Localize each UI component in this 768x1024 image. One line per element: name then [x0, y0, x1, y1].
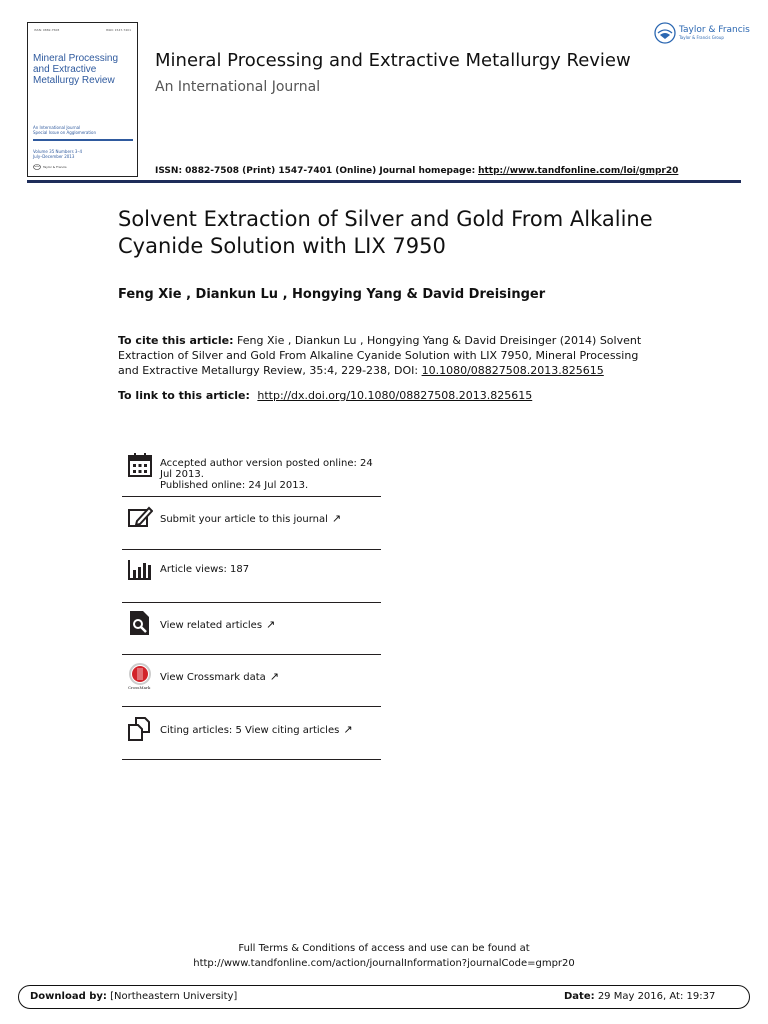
citation-label: To cite this article:: [118, 334, 234, 347]
header-divider: [27, 180, 741, 183]
edit-icon: [127, 505, 153, 531]
external-link-icon: ↗: [269, 670, 280, 683]
cover-volume-line: Volume 35 Numbers 3–4: [33, 149, 83, 154]
cover-subtitle: [33, 125, 96, 135]
external-link-icon: ↗: [266, 618, 276, 631]
article-views-row: [122, 557, 381, 583]
citing-articles-icon: [127, 716, 153, 742]
publication-dates: [122, 452, 381, 491]
journal-cover-thumbnail: [27, 22, 138, 177]
cover-date: July–December 2013: [33, 154, 75, 159]
download-date-label: Date:: [564, 991, 595, 1002]
panel-divider: [122, 602, 381, 603]
terms-line-1: Full Terms & Conditions of access and use can be found at: [238, 943, 530, 954]
download-date: [564, 991, 715, 1002]
cover-subtitle-line: An International Journal: [33, 125, 81, 130]
calendar-icon: [127, 452, 153, 478]
citation-text: Feng Xie , Diankun Lu , Hongying Yang & David Dreisinger (2014) Solvent Extraction of Silver and Gold From Alkaline Cyanide Solution with LIX 7950, Mineral Processing and Extractive Metallurgy Review, 35:4, 229-238, DOI:: [118, 334, 642, 377]
document-search-icon: [127, 610, 153, 636]
issn-line: [155, 166, 678, 176]
taylor-francis-logo-icon: [654, 22, 676, 44]
related-articles-row[interactable]: [122, 610, 381, 636]
published-date: Published online: 24 Jul 2013.: [160, 480, 309, 491]
citation-block: [118, 333, 658, 378]
download-by-label: Download by:: [30, 991, 107, 1002]
cover-issn-online: ISSN: 1547-7401: [105, 28, 131, 32]
publisher-logo-name: Taylor & Francis: [679, 25, 750, 35]
doi-link[interactable]: 10.1080/08827508.2013.825615: [421, 364, 604, 377]
download-date-value: 29 May 2016, At: 19:37: [597, 991, 716, 1002]
cover-issn-print: ISSN: 0882-7508: [34, 28, 60, 32]
publisher-logo[interactable]: [654, 22, 750, 44]
download-by: [30, 991, 237, 1002]
crossmark-link[interactable]: View Crossmark data: [160, 672, 266, 683]
issn-text: ISSN: 0882-7508 (Print) 1547-7401 (Online) Journal homepage:: [155, 166, 476, 176]
submit-article-link[interactable]: Submit your article to this journal: [160, 514, 328, 525]
article-link-label: To link to this article:: [118, 389, 250, 402]
crossmark-logo-text: CrossMark: [128, 685, 151, 690]
article-views: Article views: 187: [160, 564, 250, 575]
cover-title: Mineral Processing and Extractive Metallurgy Review: [33, 53, 119, 86]
journal-homepage-link[interactable]: http://www.tandfonline.com/loi/gmpr20: [478, 166, 679, 176]
journal-subtitle: An International Journal: [155, 79, 321, 95]
panel-divider: [122, 654, 381, 655]
panel-divider: [122, 496, 381, 497]
article-authors: Feng Xie , Diankun Lu , Hongying Yang & David Dreisinger: [118, 287, 546, 302]
external-link-icon: ↗: [331, 512, 342, 525]
article-link-url[interactable]: http://dx.doi.org/10.1080/08827508.2013.825615: [257, 389, 533, 402]
external-link-icon: ↗: [343, 723, 353, 736]
cover-volume: [33, 149, 82, 159]
submit-article-row[interactable]: [122, 505, 381, 531]
cover-publisher-icon: [33, 164, 41, 170]
download-by-value: [Northeastern University]: [110, 991, 238, 1002]
terms-link[interactable]: http://www.tandfonline.com/action/journalInformation?journalCode=gmpr20: [193, 958, 575, 969]
article-link-line: [118, 389, 532, 402]
article-title: Solvent Extraction of Silver and Gold From Alkaline Cyanide Solution with LIX 7950: [118, 207, 653, 258]
related-articles-link[interactable]: View related articles: [160, 620, 263, 631]
panel-divider: [122, 706, 381, 707]
panel-divider: [122, 549, 381, 550]
crossmark-row[interactable]: [122, 663, 381, 689]
cover-special-issue: Special Issue on Agglomeration: [33, 130, 97, 135]
citing-articles-link[interactable]: Citing articles: 5 View citing articles: [160, 725, 340, 736]
cover-publisher-name: Taylor & Francis: [43, 165, 67, 169]
cover-divider: [33, 139, 133, 141]
accepted-date: Accepted author version posted online: 24 Jul 2013.: [160, 458, 373, 480]
citing-articles-row[interactable]: [122, 716, 381, 742]
publisher-logo-tagline: Taylor & Francis Group: [679, 35, 724, 40]
panel-divider: [122, 759, 381, 760]
terms-notice: [0, 941, 768, 971]
cover-publisher: [33, 164, 67, 170]
bar-chart-icon: [127, 557, 153, 583]
journal-title: Mineral Processing and Extractive Metallurgy Review: [155, 50, 631, 71]
